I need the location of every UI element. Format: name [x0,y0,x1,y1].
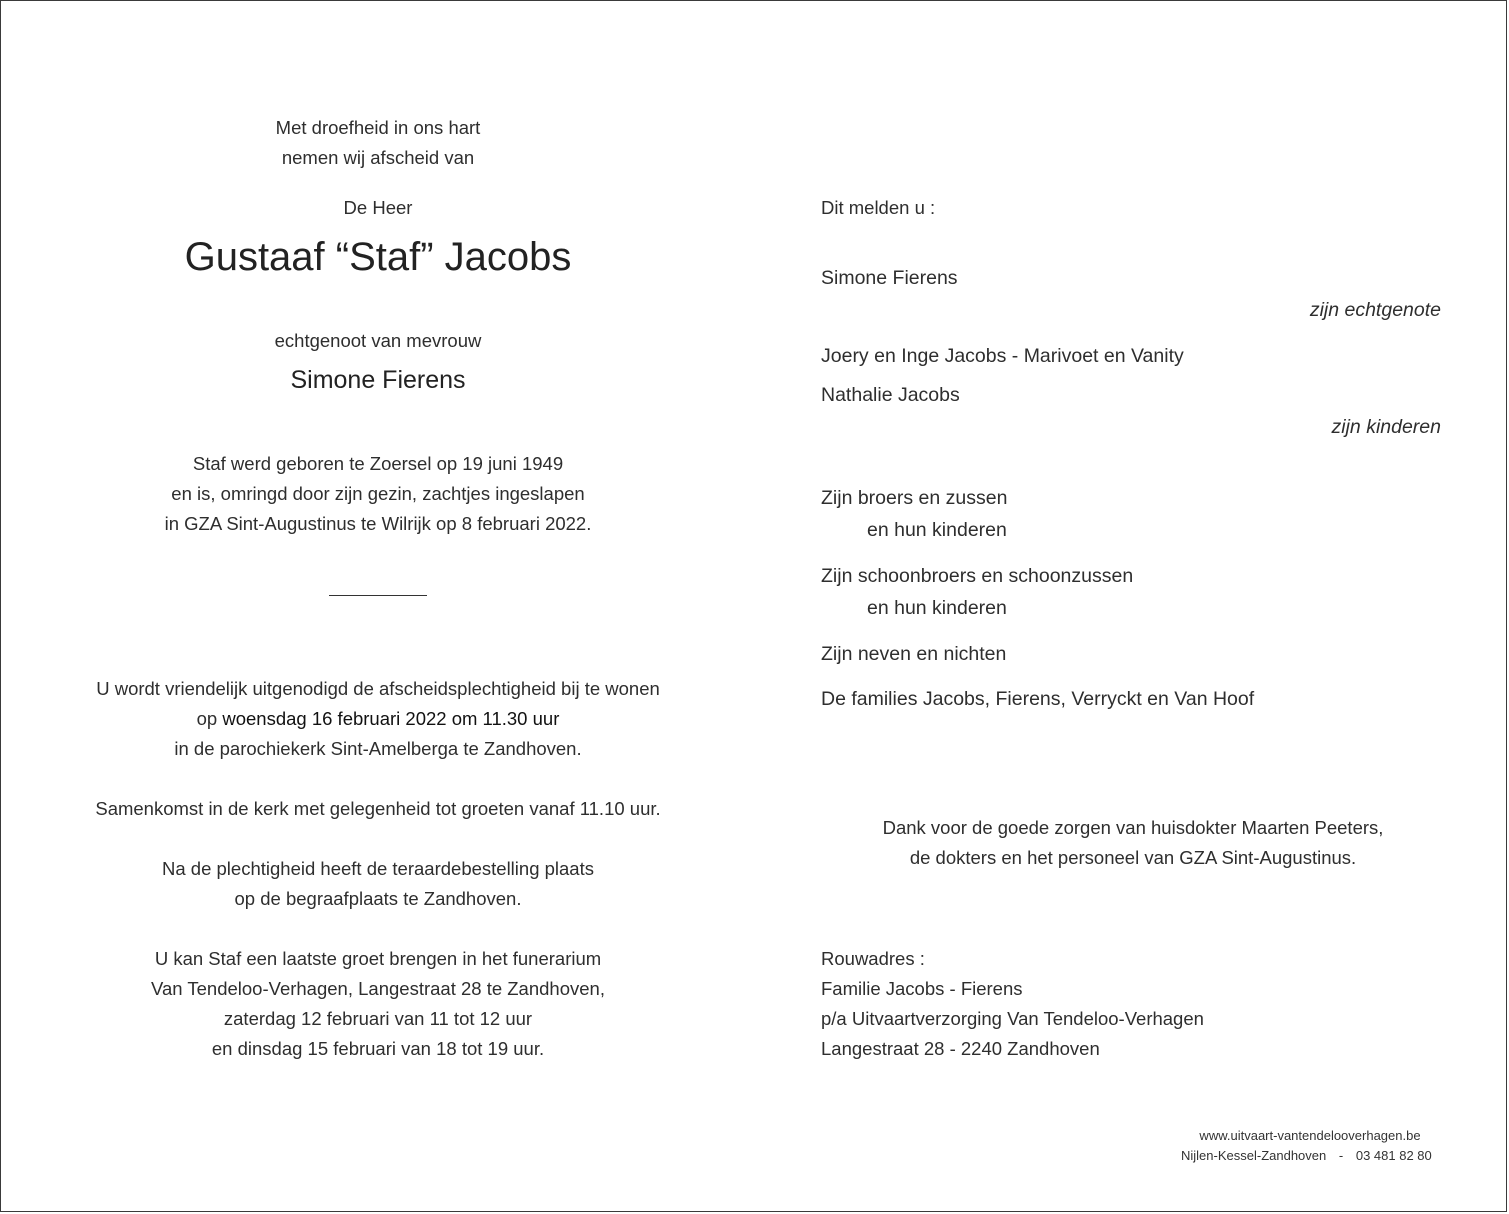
ceremony-date: woensdag 16 februari 2022 om 11.30 uur [222,708,560,729]
invite-line-3: in de parochiekerk Sint-Amelberga te Zandhoven. [174,738,582,759]
intro-line-1: Met droefheid in ons hart [275,117,481,138]
families-line: De families Jacobs, Fierens, Verryckt en Van Hoof [821,688,1255,710]
address-line-3: Langestraat 28 - 2240 Zandhoven [821,1038,1100,1059]
footer-contact [1181,1146,1432,1166]
thanks-line-1: Dank voor de goede zorgen van huisdokter Maarten Peeters, [882,817,1384,838]
footer-phone: 03 481 82 80 [1355,1148,1432,1163]
birth-line-2: en is, omringd door zijn gezin, zachtjes ingeslapen [171,483,585,504]
burial-line-2: op de begraafplaats te Zandhoven. [234,888,522,909]
gathering-line: Samenkomst in de kerk met gelegenheid tot groeten vanaf 11.10 uur. [95,798,661,819]
children-role: zijn kinderen [1331,416,1441,438]
address-line-1: Familie Jacobs - Fierens [821,978,1023,999]
intro-line-2: nemen wij afscheid van [281,147,475,168]
invite-line-1: U wordt vriendelijk uitgenodigd de afscheidsplechtigheid bij te wonen [96,678,660,699]
invite-prefix: op [196,708,218,729]
family-child-2: Nathalie Jacobs [821,384,960,406]
announce-line: Dit melden u : [821,197,936,218]
website-link[interactable]: www.uitvaart-vantendelooverhagen.be [1199,1128,1421,1143]
birth-line-3: in GZA Sint-Augustinus te Wilrijk op 8 februari 2022. [164,513,592,534]
family-child-1: Joery en Inge Jacobs - Marivoet en Vanity [821,345,1184,367]
visitation-line-3: zaterdag 12 februari van 11 tot 12 uur [223,1008,533,1029]
birth-line-1: Staf werd geboren te Zoersel op 19 juni 1949 [192,453,564,474]
family-spouse: Simone Fierens [821,267,958,289]
footer-location: Nijlen-Kessel-Zandhoven [1181,1148,1327,1163]
honorific: De Heer [343,197,413,218]
burial-line-1: Na de plechtigheid heeft de teraardebestelling plaats [162,858,594,879]
address-label: Rouwadres : [821,948,925,969]
siblings-line: Zijn broers en zussen [821,487,1008,509]
thanks-line-2: de dokters en het personeel van GZA Sint-Augustinus. [909,847,1357,868]
inlaws-line: Zijn schoonbroers en schoonzussen [821,565,1134,587]
invite-line-2 [197,704,560,734]
address-line-2: p/a Uitvaartverzorging Van Tendeloo-Verhagen [821,1008,1204,1029]
visitation-line-1: U kan Staf een laatste groet brengen in het funerarium [154,948,602,969]
deceased-name: Gustaaf “Staf” Jacobs [184,235,572,279]
footer-separator: - [1338,1148,1344,1163]
spouse-role: zijn echtgenote [1309,299,1441,321]
visitation-line-2: Van Tendeloo-Verhagen, Langestraat 28 te Zandhoven, [151,978,605,999]
cousins-line: Zijn neven en nichten [821,643,1007,665]
inlaws-sub: en hun kinderen [867,597,1007,619]
visitation-line-4: en dinsdag 15 februari van 18 tot 19 uur. [211,1038,545,1059]
spouse-name: Simone Fierens [290,366,466,394]
spouse-intro: echtgenoot van mevrouw [274,330,482,351]
divider-line [329,595,427,596]
siblings-sub: en hun kinderen [867,519,1007,541]
